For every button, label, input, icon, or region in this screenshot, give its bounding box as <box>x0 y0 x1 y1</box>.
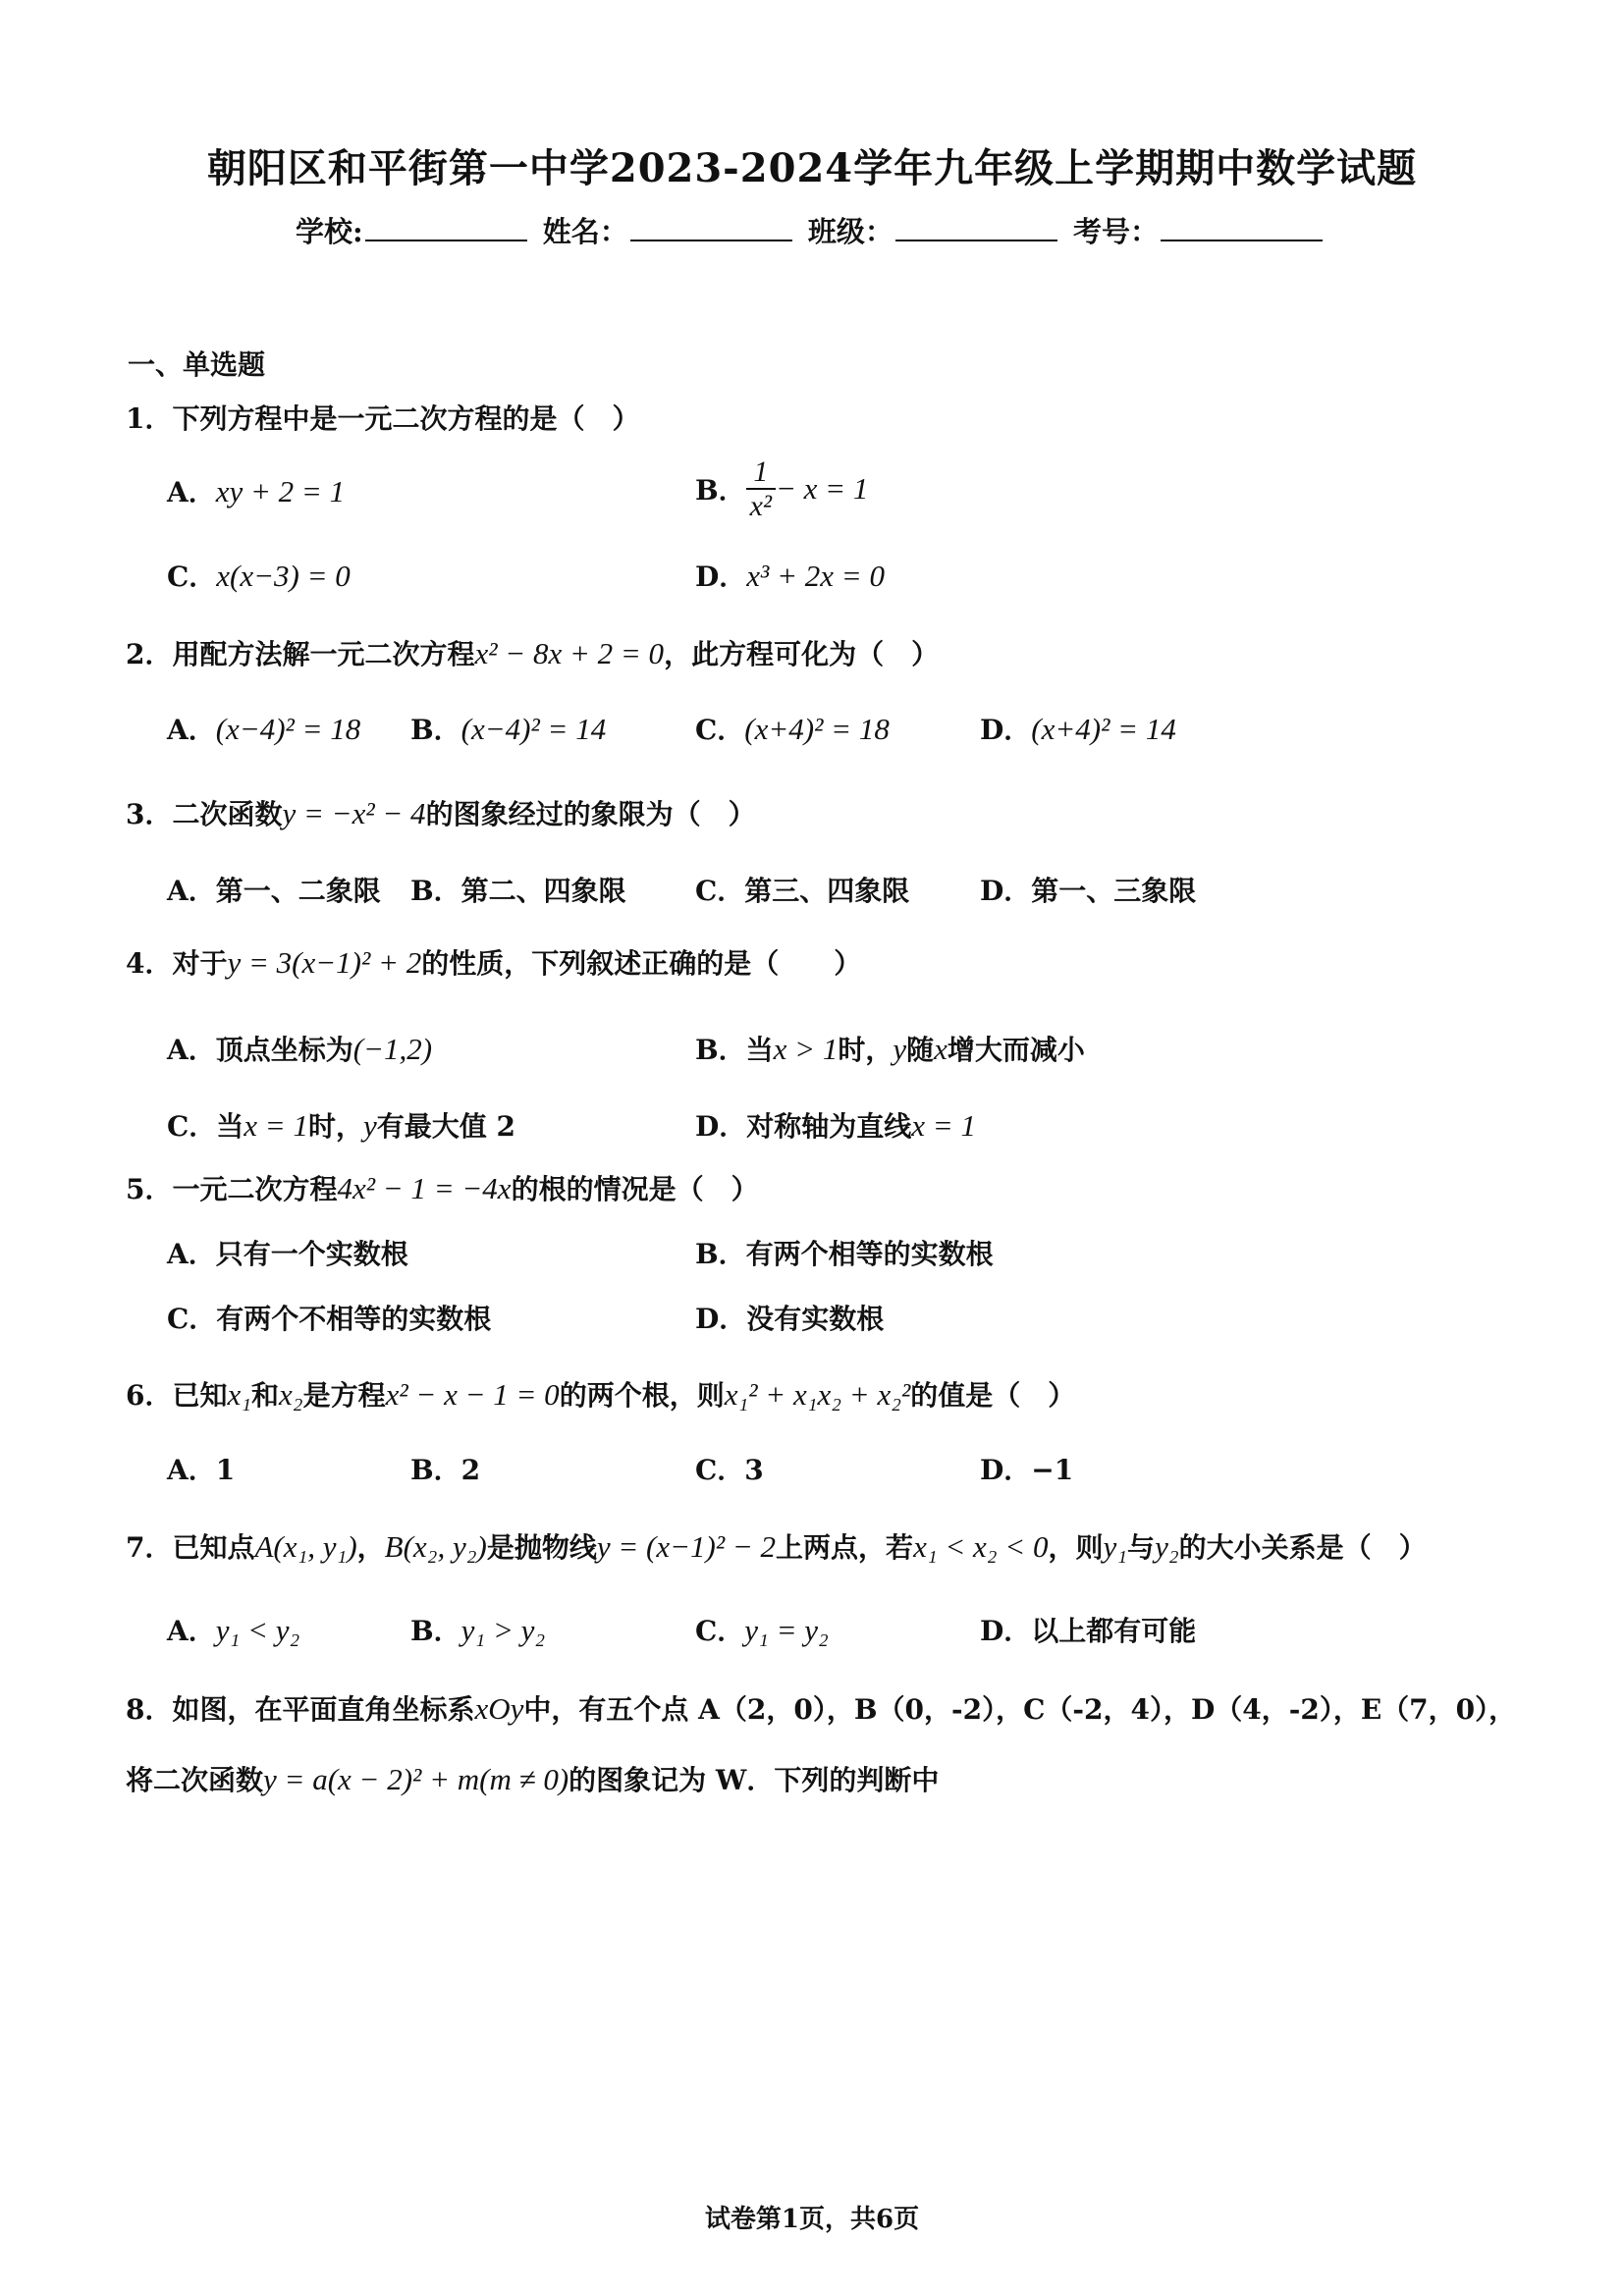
name-label: 姓名： <box>542 215 628 248</box>
page-footer: 试卷第1页，共6页 <box>704 2205 920 2234</box>
q3-option-b: B．第二、四象限 <box>410 875 626 907</box>
question-3-text: 3．二次函数y = −x² − 4的图象经过的象限为（ ） <box>126 796 756 830</box>
q5-option-a: A．只有一个实数根 <box>167 1238 408 1270</box>
q1-option-b: B． $\frac{1}{\text{x²}}$ − x = 1 <box>695 455 869 522</box>
q1-option-d: D．x³ + 2x = 0 <box>695 559 885 593</box>
q7-option-b: B．y₁ > y₂ <box>410 1613 546 1647</box>
q3-option-d: D．第一、三象限 <box>980 875 1197 907</box>
name-blank[interactable] <box>630 214 792 241</box>
q4-option-c: C．当x = 1时，y有最大值 2 <box>167 1108 515 1143</box>
q4-option-d: D．对称轴为直线x = 1 <box>695 1108 976 1143</box>
question-7-text: 7．已知点A(x₁, y₁)，B(x₂, y₂)是抛物线y = (x−1)² − 2上两点，若x₁ < x₂ < 0，则y₁与y₂的大小关系是（ ） <box>126 1529 1427 1564</box>
question-6-text: 6．已知x₁和x₂是方程x² − x − 1 = 0的两个根，则x₁² + x₁x₂ + x₂²的值是（ ） <box>126 1377 1076 1412</box>
question-8-text-line2: 将二次函数y = a(x − 2)² + m(m ≠ 0)的图象记为 W．下列的判断中 <box>126 1762 940 1796</box>
q1-option-c: C．x(x−3) = 0 <box>167 559 351 593</box>
q1-option-a: A．xy + 2 = 1 <box>167 474 346 508</box>
q1b-fraction: $\frac{1}{\text{x²}}$ <box>746 455 776 522</box>
q2-option-c: C．(x+4)² = 18 <box>695 712 890 746</box>
student-info-line <box>0 210 1624 250</box>
page-title: 朝阳区和平街第一中学2023-2024学年九年级上学期期中数学试题 <box>206 145 1418 191</box>
q4-option-b: B．当x > 1时，y随x增大而减小 <box>695 1032 1085 1066</box>
q6-option-c: C．3 <box>695 1454 764 1486</box>
school-label: 学校: <box>295 215 363 248</box>
question-4-text: 4．对于y = 3(x−1)² + 2的性质，下列叙述正确的是（ ） <box>126 945 862 980</box>
q3-option-a: A．第一、二象限 <box>167 875 381 907</box>
question-2-text: 2．用配方法解一元二次方程x² − 8x + 2 = 0，此方程可化为（ ） <box>126 636 940 670</box>
class-blank[interactable] <box>895 214 1057 241</box>
question-5-text: 5．一元二次方程4x² − 1 = −4x的根的情况是（ ） <box>126 1171 759 1205</box>
number-blank[interactable] <box>1161 214 1323 241</box>
q7-option-d: D．以上都有可能 <box>980 1615 1197 1647</box>
q2-option-a: A．(x−4)² = 18 <box>167 712 361 746</box>
q5-option-b: B．有两个相等的实数根 <box>695 1238 994 1270</box>
school-blank[interactable] <box>365 214 527 241</box>
q3-option-c: C．第三、四象限 <box>695 875 910 907</box>
q7-option-c: C．y₁ = y₂ <box>695 1613 829 1647</box>
q6-option-b: B．2 <box>410 1454 481 1486</box>
q2-option-b: B．(x−4)² = 14 <box>410 712 607 746</box>
q6-option-a: A．1 <box>167 1454 236 1486</box>
q5-option-c: C．有两个不相等的实数根 <box>167 1303 492 1335</box>
number-label: 考号： <box>1073 215 1160 248</box>
question-8-text-line1: 8．如图，在平面直角坐标系xOy中，有五个点 A（2，0），B（0，-2），C（-2，4），D（4，-2），E（7，0）， <box>126 1691 1517 1726</box>
q5-option-d: D．没有实数根 <box>695 1303 885 1335</box>
class-label: 班级： <box>807 215 893 248</box>
question-1-text: 1．下列方程中是一元二次方程的是（ ） <box>126 402 640 435</box>
q2-option-d: D．(x+4)² = 14 <box>980 712 1176 746</box>
q7-option-a: A．y₁ < y₂ <box>167 1613 300 1647</box>
q4-option-a: A．顶点坐标为(−1,2) <box>167 1032 433 1066</box>
section-heading: 一、单选题 <box>128 348 266 381</box>
q6-option-d: D．−1 <box>980 1454 1074 1486</box>
